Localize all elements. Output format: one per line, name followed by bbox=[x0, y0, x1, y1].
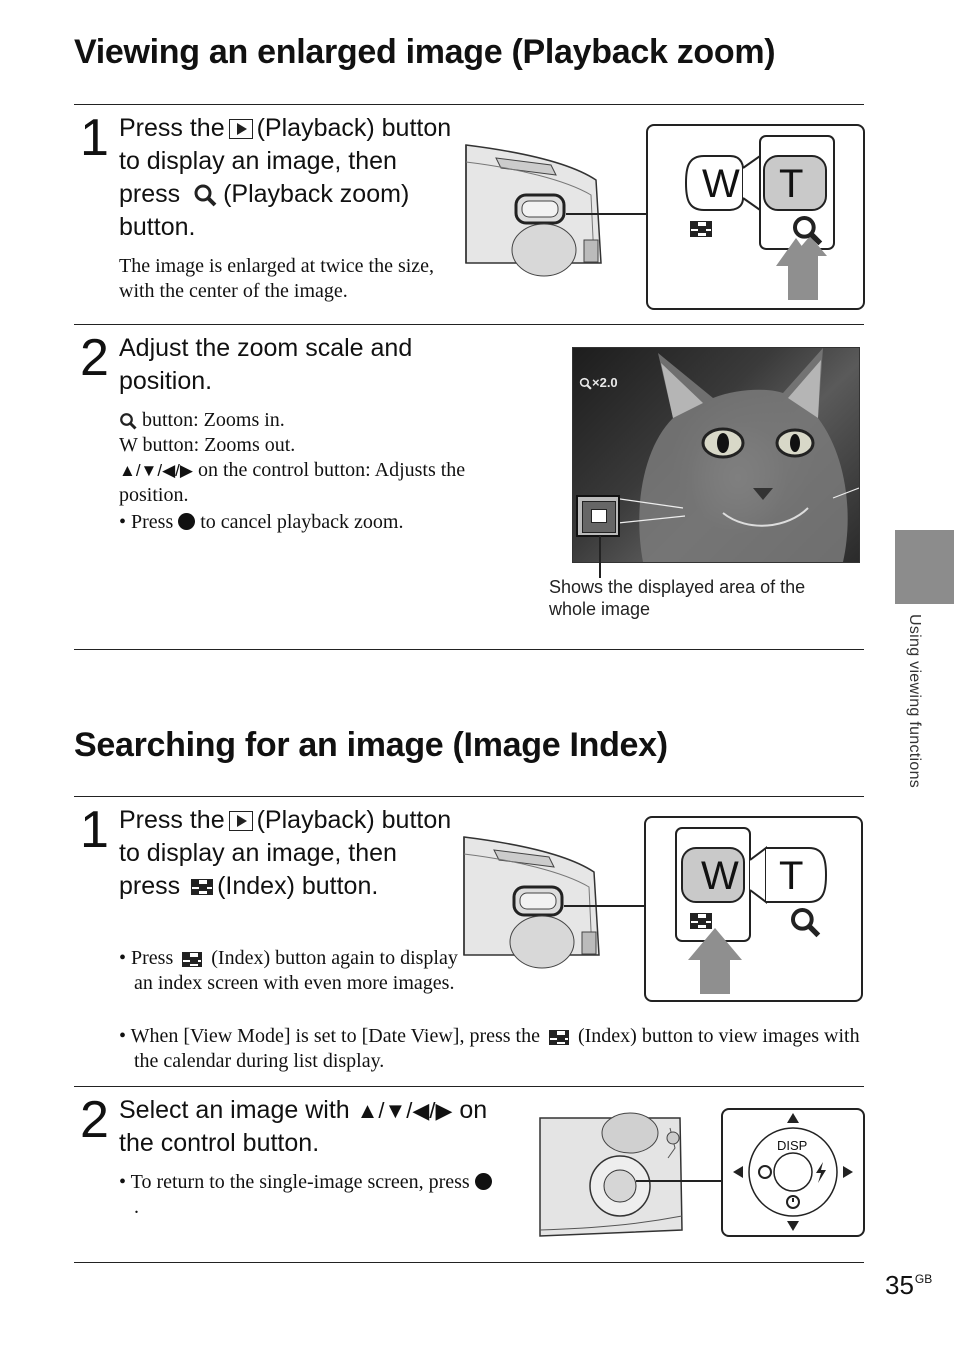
playback-icon bbox=[229, 119, 253, 139]
zoom-lever-diagram bbox=[644, 816, 863, 1002]
index-icon bbox=[690, 221, 712, 237]
step-number: 1 bbox=[80, 109, 109, 167]
center-button-icon bbox=[178, 513, 195, 530]
divider bbox=[74, 649, 864, 650]
step-number: 2 bbox=[80, 1091, 109, 1149]
zoom-lever-diagram bbox=[646, 124, 865, 310]
index-icon bbox=[690, 913, 712, 929]
zoom-magnifier-icon bbox=[579, 377, 592, 390]
index-icon bbox=[191, 879, 213, 895]
list-item: • Press to cancel playback zoom. bbox=[119, 511, 404, 533]
chapter-tab bbox=[895, 530, 954, 604]
playback-icon bbox=[229, 811, 253, 831]
step-number: 2 bbox=[80, 329, 109, 387]
callout-line bbox=[599, 536, 601, 578]
control-button-diagram bbox=[721, 1108, 865, 1237]
divider bbox=[74, 104, 864, 105]
zoom-magnifier-icon bbox=[791, 214, 823, 246]
w-button-label: W bbox=[702, 162, 740, 206]
list-item: • Press (Index) button again to display an index screen with even more images. bbox=[119, 947, 458, 994]
step-instruction: Press the (Playback) button to display an image, then press (Playback zoom) button. bbox=[119, 114, 452, 241]
step-note: The image is enlarged at twice the size, with the center of the image. bbox=[119, 255, 435, 302]
index-icon bbox=[182, 952, 202, 967]
chapter-label: Using viewing functions bbox=[906, 614, 923, 789]
zoom-magnifier-icon bbox=[193, 183, 217, 207]
camera-top-illustration bbox=[464, 832, 604, 957]
connector-line bbox=[636, 1180, 722, 1182]
center-button-icon bbox=[475, 1173, 492, 1190]
section-title-image-index: Searching for an image (Image Index) bbox=[74, 726, 668, 764]
step-number: 1 bbox=[80, 801, 109, 859]
zoom-magnifier-icon bbox=[789, 906, 821, 938]
whole-image-navigator bbox=[576, 495, 620, 537]
divider bbox=[74, 1086, 864, 1087]
arrow-keys-label: ▲/▼/◀/▶ bbox=[119, 461, 193, 480]
zoom-magnifier-icon bbox=[119, 412, 137, 430]
section-title-playback-zoom: Viewing an enlarged image (Playback zoom) bbox=[74, 33, 776, 71]
camera-back-illustration bbox=[540, 1118, 685, 1236]
step-instruction: Select an image with ▲/▼/◀/▶ on the control button. bbox=[119, 1096, 488, 1157]
index-icon bbox=[549, 1030, 569, 1045]
step-instruction: Press the (Playback) button to display an image, then press (Index) button. bbox=[119, 806, 452, 900]
w-button-label: W bbox=[701, 854, 739, 898]
divider bbox=[74, 1262, 864, 1263]
t-button-label: T bbox=[779, 854, 804, 898]
displayed-area-marker bbox=[591, 509, 607, 523]
step-details: button: Zooms in. W button: Zooms out. ▲/▼/◀/▶ on the control button: Adjusts the position. • Press to cancel playback zoom. bbox=[119, 408, 489, 535]
zoom-indicator: ×2.0 bbox=[579, 375, 618, 390]
arrow-keys-label: ▲/▼/◀/▶ bbox=[356, 1098, 453, 1123]
photo-caption: Shows the displayed area of the whole image bbox=[549, 577, 806, 619]
connector-line bbox=[566, 213, 648, 215]
t-button-label: T bbox=[779, 162, 804, 206]
step-instruction: Adjust the zoom scale and position. bbox=[119, 334, 413, 395]
list-item: • When [View Mode] is set to [Date View], press the (Index) button to view images with the calendar during list display. bbox=[119, 1025, 860, 1072]
page-number: $35^{GB}$ bbox=[885, 1270, 933, 1300]
connector-line bbox=[564, 905, 646, 907]
divider bbox=[74, 324, 864, 325]
disp-label: DISP bbox=[777, 1138, 808, 1153]
list-item: • To return to the single-image screen, press . bbox=[119, 1170, 494, 1220]
camera-top-illustration bbox=[466, 140, 606, 265]
zoomed-cat-photo bbox=[572, 347, 860, 563]
divider bbox=[74, 796, 864, 797]
